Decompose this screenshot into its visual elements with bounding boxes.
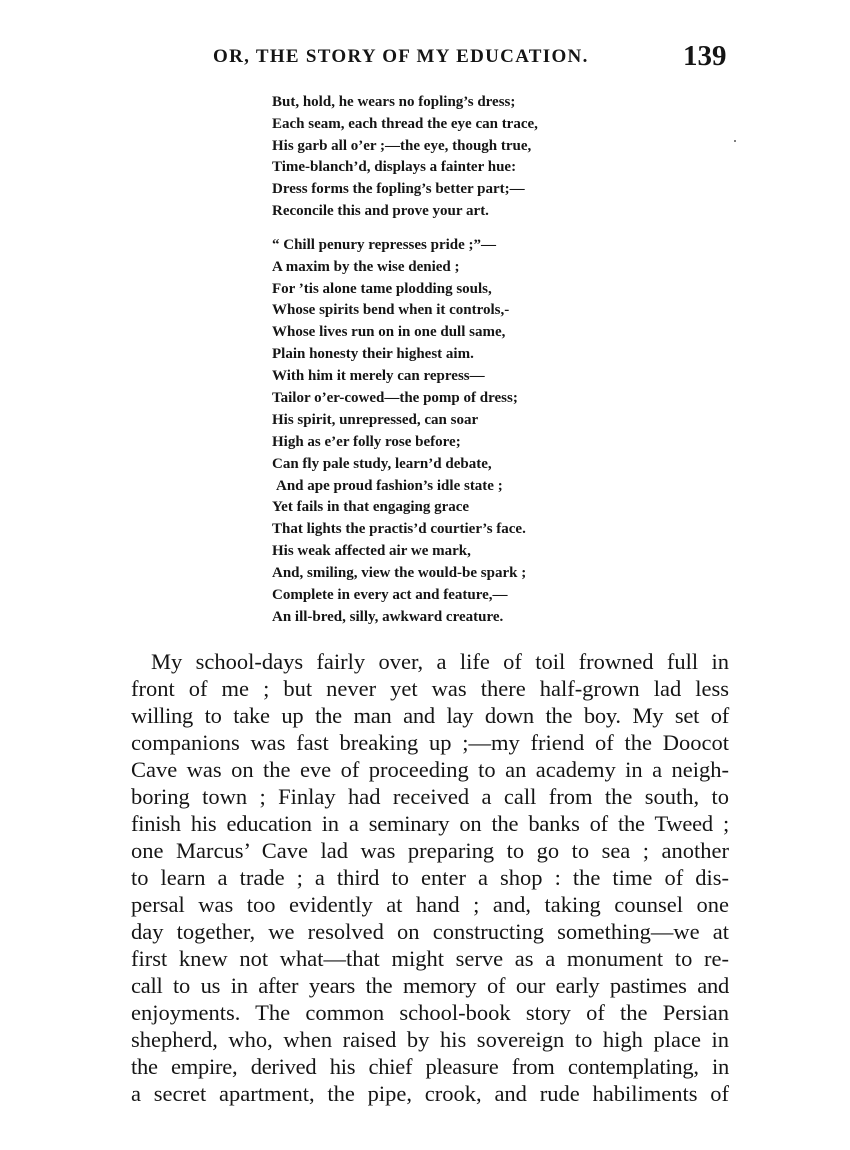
poem-line: And, smiling, view the would-be spark ; [272,565,527,582]
poem-line: “ Chill penury represses pride ;”— [272,236,497,253]
running-title: OR, THE STORY OF MY EDUCATION. [213,46,589,67]
poem-line: His garb all o’er ;—the eye, though true, [272,137,532,154]
poem-line: His spirit, unrepressed, can soar [272,411,479,428]
poem-line: That lights the practis’d courtier’s face. [272,521,526,538]
poem-line: Time-blanch’d, displays a fainter hue: [272,159,517,176]
body-paragraph [131,648,729,1107]
paragraph-line: one Marcus’ Cave lad was preparing to go to sea ; another [131,838,729,863]
paragraph-line: shepherd, who, when raised by his sovereign to high place in [131,1027,729,1052]
paragraph-line: the empire, derived his chief pleasure from contemplating, in [131,1054,729,1079]
poem-line: For ’tis alone tame plodding souls, [272,280,492,297]
poem-stanza [272,235,692,629]
paragraph-line: call to us in after years the memory of our early pastimes and [131,973,729,998]
poem-line: Can fly pale study, learn’d debate, [272,455,492,472]
paragraph-line: front of me ; but never yet was there half-grown lad less [131,676,729,701]
poem-line: But, hold, he wears no fopling’s dress; [272,94,516,110]
poem [272,92,692,629]
poem-line: Reconcile this and prove your art. [272,202,489,219]
paragraph-line: My school-days fairly over, a life of toil frowned full in [151,649,729,674]
poem-line: Complete in every act and feature,— [272,587,508,604]
paragraph-line: first knew not what—that might serve as a monument to re- [131,946,729,971]
paragraph-line: finish his education in a seminary on the banks of the Tweed ; [131,811,729,836]
paragraph-line: persal was too evidently at hand ; and, taking counsel one [131,892,729,917]
paragraph-line: day together, we resolved on constructing something—we at [131,919,729,944]
poem-line: High as e’er folly rose before; [272,433,461,450]
poem-line: Whose lives run on in one dull same, [272,324,506,341]
poem-stanza [272,92,692,223]
poem-line: Yet fails in that engaging grace [272,499,470,516]
poem-line: Whose spirits bend when it controls,- [272,302,510,319]
page-header [0,40,850,76]
paragraph-line: companions was fast breaking up ;—my friend of the Doocot [131,730,729,755]
poem-line: Dress forms the fopling’s better part;— [272,181,525,198]
poem-line: Tailor o’er-cowed—the pomp of dress; [272,390,518,407]
paragraph-line: boring town ; Finlay had received a call from the south, to [131,784,729,809]
poem-line: With him it merely can repress— [272,368,485,385]
poem-line: His weak affected air we mark, [272,543,471,560]
poem-line: Each seam, each thread the eye can trace, [272,115,538,132]
paragraph-line: willing to take up the man and lay down the boy. My set of [131,703,729,728]
paragraph-line: enjoyments. The common school-book story of the Persian [131,1000,729,1025]
paragraph-line: a secret apartment, the pipe, crook, and rude habiliments of [131,1081,729,1106]
page-number: 139 [683,40,727,72]
poem-line: And ape proud fashion’s idle state ; [276,477,503,494]
poem-line: An ill-bred, silly, awkward creature. [272,608,504,625]
poem-line: A maxim by the wise denied ; [272,258,460,275]
paragraph-line: Cave was on the eve of proceeding to an academy in a neigh- [131,757,729,782]
poem-line: Plain honesty their highest aim. [272,346,474,363]
page-blemish [734,140,736,142]
paragraph-line: to learn a trade ; a third to enter a shop : the time of dis- [131,865,729,890]
